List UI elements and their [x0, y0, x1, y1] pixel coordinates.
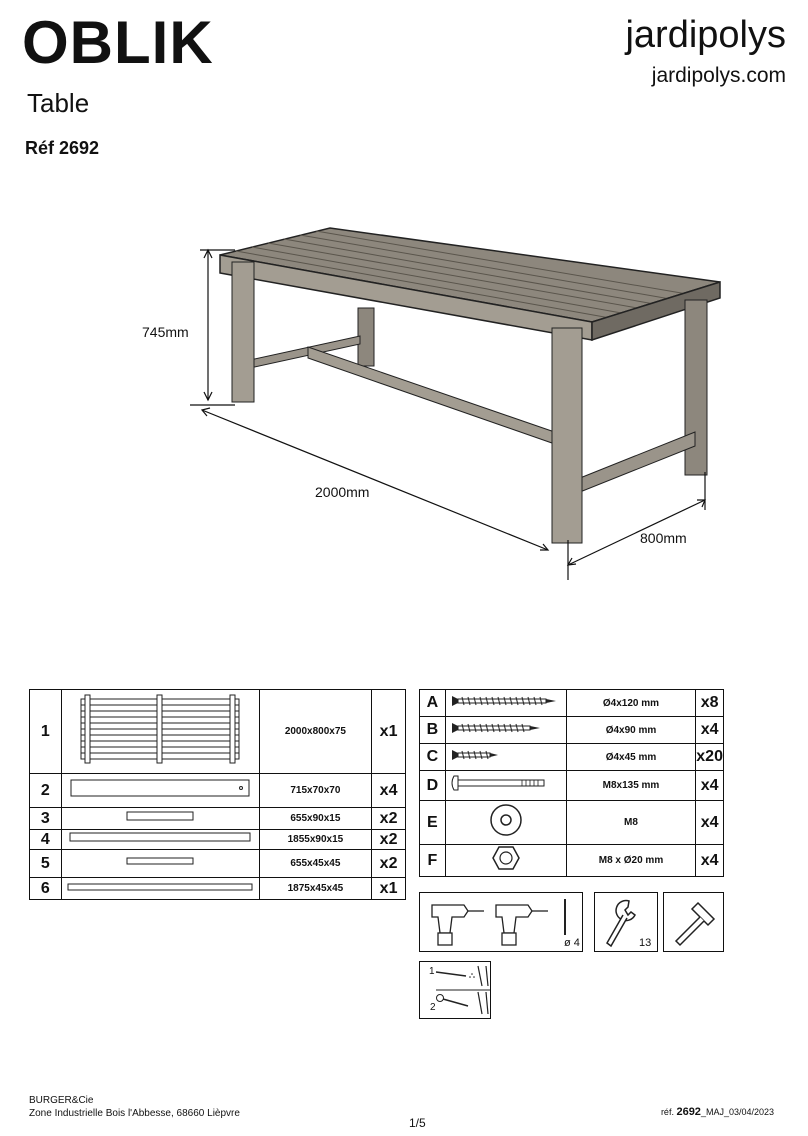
- hardware-table: [419, 689, 724, 877]
- hardware-size: Ø4x120 mm: [566, 690, 696, 717]
- long-board-icon: [65, 830, 255, 844]
- document-reference: [661, 1106, 774, 1118]
- table-row: [30, 850, 406, 878]
- width-dimension: 800mm: [640, 530, 687, 546]
- table-row: [30, 774, 406, 808]
- wrench-icon: [601, 897, 641, 949]
- part-size: 1855x90x15: [259, 830, 371, 850]
- part-number: 4: [30, 830, 62, 850]
- drill-icon: [428, 899, 488, 947]
- bolt-icon: [448, 772, 563, 794]
- hammer-box: [663, 892, 724, 952]
- nut-icon: [491, 845, 521, 871]
- product-reference: Réf 2692: [25, 138, 100, 158]
- product-subtitle: Table: [27, 88, 90, 118]
- company-address: Zone Industrielle Bois l'Abbesse, 68660 Lièpvre: [29, 1108, 240, 1119]
- part-number: 1: [30, 690, 62, 774]
- table-row: [30, 808, 406, 830]
- hardware-size: Ø4x90 mm: [566, 717, 696, 744]
- part-qty: x2: [372, 830, 406, 850]
- tabletop-icon: [75, 693, 245, 765]
- hardware-letter: C: [420, 744, 446, 771]
- hardware-size: M8: [566, 801, 696, 845]
- part-number: 3: [30, 808, 62, 830]
- drill-bit-icon: [560, 897, 570, 937]
- hardware-qty: x8: [696, 690, 724, 717]
- wrench-box: [594, 892, 658, 952]
- table-row: [420, 845, 724, 877]
- part-qty: x2: [372, 850, 406, 878]
- brand-url: jardipolys.com: [651, 64, 786, 87]
- hardware-qty: x4: [696, 845, 724, 877]
- hammer-icon: [670, 899, 718, 947]
- hardware-size: M8 x Ø20 mm: [566, 845, 696, 877]
- parts-table: [29, 689, 406, 900]
- hardware-qty: x20: [696, 744, 724, 771]
- step-two-label: 2: [430, 1002, 436, 1013]
- hardware-qty: x4: [696, 717, 724, 744]
- part-number: 2: [30, 774, 62, 808]
- company-name: BURGER&Cie: [29, 1095, 94, 1106]
- screw-icon: [448, 721, 563, 735]
- table-row: [30, 690, 406, 774]
- brand-logo: jardipolys: [625, 14, 786, 56]
- part-size: 655x45x45: [259, 850, 371, 878]
- drill-bit-size: ø 4: [564, 937, 580, 949]
- assembly-steps-box: [419, 961, 491, 1019]
- footer-address: [29, 1094, 240, 1120]
- hardware-letter: B: [420, 717, 446, 744]
- screw-icon: [448, 748, 563, 762]
- page-number: 1/5: [409, 1116, 426, 1130]
- drill-icon: [492, 899, 552, 947]
- table-row: [420, 690, 724, 717]
- part-number: 6: [30, 878, 62, 900]
- hardware-size: M8x135 mm: [566, 771, 696, 801]
- hardware-size: Ø4x45 mm: [566, 744, 696, 771]
- table-row: [420, 717, 724, 744]
- long-bar-icon: [65, 881, 255, 893]
- part-size: 1875x45x45: [259, 878, 371, 900]
- part-qty: x4: [372, 774, 406, 808]
- hardware-letter: D: [420, 771, 446, 801]
- wrench-size: 13: [639, 937, 652, 949]
- hardware-letter: A: [420, 690, 446, 717]
- part-size: 2000x800x75: [259, 690, 371, 774]
- table-row: [420, 744, 724, 771]
- part-size: 655x90x15: [259, 808, 371, 830]
- table-row: [420, 771, 724, 801]
- short-bar-icon: [65, 854, 255, 868]
- screwing-steps-icon: [434, 964, 490, 1018]
- ref-prefix: réf.: [660, 1107, 677, 1117]
- washer-icon: [486, 802, 526, 838]
- screw-icon: [448, 694, 563, 708]
- hardware-letter: F: [420, 845, 446, 877]
- hardware-letter: E: [420, 801, 446, 845]
- hardware-qty: x4: [696, 801, 724, 845]
- drill-tools-box: [419, 892, 583, 952]
- ref-suffix: _MAJ_03/04/2023: [700, 1107, 774, 1117]
- table-row: [420, 801, 724, 845]
- part-size: 715x70x70: [259, 774, 371, 808]
- hardware-qty: x4: [696, 771, 724, 801]
- table-row: [30, 830, 406, 850]
- part-number: 5: [30, 850, 62, 878]
- step-one-label: 1: [429, 966, 435, 977]
- part-qty: x1: [372, 878, 406, 900]
- table-row: [30, 878, 406, 900]
- part-qty: x1: [372, 690, 406, 774]
- part-qty: x2: [372, 808, 406, 830]
- short-board-icon: [65, 809, 255, 823]
- product-title: OBLIK: [22, 9, 214, 76]
- leg-icon: [65, 778, 255, 798]
- height-dimension: 745mm: [142, 324, 189, 340]
- ref-number: 2692: [676, 1106, 701, 1118]
- length-dimension: 2000mm: [315, 484, 370, 500]
